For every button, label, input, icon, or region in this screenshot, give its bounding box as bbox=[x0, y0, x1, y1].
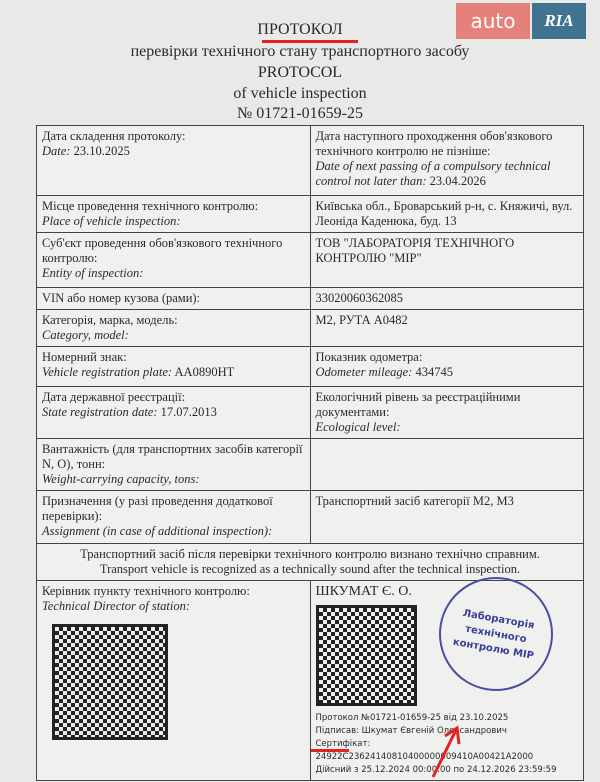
text: Date: bbox=[42, 144, 71, 158]
cell bbox=[310, 387, 584, 439]
text: Category, model: bbox=[42, 328, 129, 342]
text: Вантажність (для транспортних засобів категорії N, O), тонн: bbox=[42, 442, 303, 471]
title-ua: ПРОТОКОЛ bbox=[257, 21, 343, 38]
text: Транспортний засіб після перевірки технічного контролю визнано технічно справним. bbox=[80, 547, 540, 561]
text: Сертифікат: 24922C23624140810400000009410A00421A2000 bbox=[315, 739, 534, 762]
red-arrow-icon bbox=[425, 722, 465, 782]
text: з 25.12.2024 00:00:00 по 24.12.2026 23:59:59 bbox=[354, 765, 557, 775]
cell: 33020060362085 bbox=[310, 288, 584, 310]
cell bbox=[310, 439, 584, 491]
text: Дата складення протоколу: bbox=[42, 129, 186, 143]
text: Weight-carrying capacity, tons: bbox=[42, 472, 200, 486]
cell bbox=[310, 347, 584, 387]
qr-code bbox=[316, 605, 417, 706]
cell: М2, РУТА А0482 bbox=[310, 310, 584, 347]
cell bbox=[37, 233, 311, 288]
text: Підписав: Шкумат Євгеній Олександрович bbox=[315, 726, 507, 736]
text: Номерний знак: bbox=[42, 350, 127, 364]
text: Місце проведення технічного контролю: bbox=[42, 199, 259, 213]
cell: ТОВ "ЛАБОРАТОРІЯ ТЕХНІЧНОГО КОНТРОЛЮ "МІР" bbox=[310, 233, 584, 288]
text: State registration date: bbox=[42, 405, 158, 419]
text: Дійсний bbox=[315, 765, 352, 775]
text: 17.07.2013 bbox=[160, 405, 217, 419]
logo-ria: RIA bbox=[532, 3, 586, 39]
text: Суб'єкт проведення обов'язкового технічного контролю: bbox=[42, 236, 283, 265]
text: ШКУМАТ Є. О. bbox=[315, 584, 412, 599]
cell bbox=[37, 439, 311, 491]
cell bbox=[37, 491, 311, 544]
text: 434745 bbox=[415, 365, 453, 379]
cell bbox=[37, 126, 311, 196]
text: Призначення (у разі проведення додаткової перевірки): bbox=[42, 494, 273, 523]
title-en: PROTOCOL bbox=[257, 64, 343, 81]
inspection-table bbox=[36, 125, 584, 781]
text: Transport vehicle is recognized as a technically sound after the technical inspection. bbox=[99, 562, 521, 576]
stamp: Лабораторія технічного контролю МІР bbox=[430, 568, 562, 700]
text: Керівник пункту технічного контролю: bbox=[42, 584, 250, 598]
protocol-number: № 01721-01659-25 bbox=[237, 105, 363, 122]
cell: VIN або номер кузова (рами): bbox=[37, 288, 311, 310]
cell bbox=[310, 126, 584, 196]
text: Odometer mileage: bbox=[315, 365, 413, 379]
text: Vehicle registration plate: bbox=[42, 365, 173, 379]
cell bbox=[37, 310, 311, 347]
subtitle-en: of vehicle inspection bbox=[233, 85, 367, 102]
text: Категорія, марка, модель: bbox=[42, 313, 178, 327]
text: Показник одометра: bbox=[315, 350, 423, 364]
red-underline bbox=[262, 40, 358, 43]
autoria-logo bbox=[456, 3, 586, 39]
cell bbox=[37, 347, 311, 387]
text: Екологічний рівень за реєстраційними документами: bbox=[315, 390, 521, 419]
text: Протокол №01721-01659-25 від 23.10.2025 bbox=[315, 713, 509, 723]
cell: Транспортний засіб категорії М2, М3 bbox=[310, 491, 584, 544]
red-underline bbox=[311, 749, 349, 752]
text: Дата наступного проходження обов'язкового технічного контролю не пізніше: bbox=[315, 129, 553, 158]
text: Дата державної реєстрації: bbox=[42, 390, 186, 404]
cell bbox=[37, 196, 311, 233]
text: Date of next passing of a compulsory technical control not later than: bbox=[315, 159, 551, 188]
text: Technical Director of station: bbox=[42, 599, 191, 613]
text: Assignment (in case of additional inspection): bbox=[42, 524, 273, 538]
text: Ecological level: bbox=[315, 420, 401, 434]
qr-code bbox=[52, 624, 168, 740]
text: 23.10.2025 bbox=[73, 144, 130, 158]
text: AA0890HT bbox=[174, 365, 235, 379]
verdict-cell bbox=[37, 544, 584, 581]
subtitle-ua: перевірки технічного стану транспортного засобу bbox=[130, 43, 470, 60]
text: Entity of inspection: bbox=[42, 266, 144, 280]
text: 23.04.2026 bbox=[429, 174, 486, 188]
director-cell bbox=[37, 581, 311, 781]
cell: Київська обл., Броварський р-н, с. Княжичі, вул. Леоніда Каденюка, буд. 13 bbox=[310, 196, 584, 233]
cell bbox=[37, 387, 311, 439]
logo-auto: auto bbox=[456, 3, 530, 39]
text: Place of vehicle inspection: bbox=[42, 214, 181, 228]
